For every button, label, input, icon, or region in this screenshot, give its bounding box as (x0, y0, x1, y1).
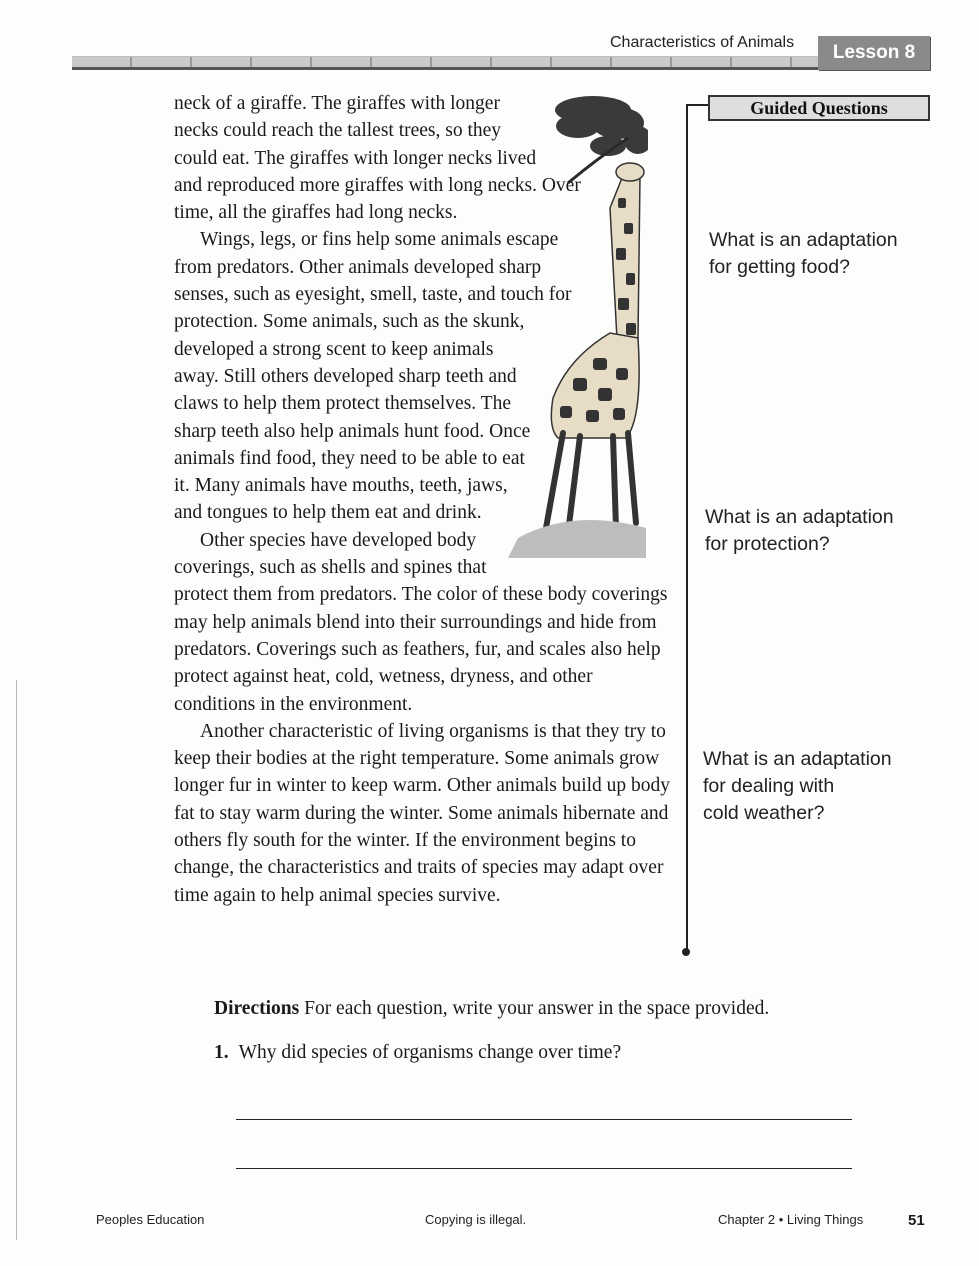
header-rule (72, 56, 930, 70)
giraffe-text-wrap (534, 90, 682, 558)
guided-questions-tick (686, 104, 708, 106)
guided-question-protection (705, 504, 894, 558)
question-number: 1. (214, 1042, 229, 1063)
footer-notice: Copying is illegal. (425, 1212, 527, 1227)
directions-text: For each question, write your answer in the space provided. (304, 998, 770, 1019)
guided-question-food-line-1: What is an adaptation (709, 229, 898, 251)
paragraph-2: Wings, legs, or fins help some animals escape from predators. Other animals developed sharp senses, such as eyesight, smell, taste, and touch for protection. Some animals, such as the skunk, developed a strong scent to keep animals away. Still others developed sharp teeth and claws to help them protect themselves. The sharp teeth also help animals hunt food. Once animals find food, they need to be able to eat it. Many animals have mouths, teeth, jaws, and tongues to help them eat and drink. (174, 229, 572, 524)
guided-question-cold (703, 746, 892, 827)
directions (214, 998, 769, 1020)
answer-line-2[interactable] (236, 1168, 852, 1169)
body-text (174, 90, 674, 909)
guided-question-cold-line-3: cold weather? (703, 802, 825, 824)
page-edge-shadow (16, 680, 17, 1240)
guided-question-protection-line-2: for protection? (705, 533, 830, 555)
paragraph-4: Another characteristic of living organisms is that they try to keep their bodies at the right temperature. Some animals grow longer fur in winter to keep warm. Other animals build up body fat to stay warm during the winter. Some animals hibernate and others fly south for the winter. If the environment begins to change, the characteristics and traits of species may adapt over time again to help animal species survive. (174, 720, 671, 906)
running-head-title: Characteristics of Animals (610, 34, 795, 51)
guided-question-cold-line-2: for dealing with (703, 775, 835, 797)
guided-question-food (709, 227, 898, 281)
guided-questions-end-dot (682, 948, 690, 956)
paragraph-3: Other species have developed body coverings, such as shells and spines that protect them from predators. The color of these body coverings may help animals blend into their surroundings and hide from predators. Coverings such as feathers, fur, and scales also help protect against heat, cold, wetness, dryness, and other conditions in the environment. (174, 529, 668, 715)
guided-question-cold-line-1: What is an adaptation (703, 748, 892, 770)
directions-label: Directions (214, 998, 300, 1019)
guided-question-food-line-2: for getting food? (709, 256, 850, 278)
answer-line-1[interactable] (236, 1119, 852, 1120)
paragraph-1: neck of a giraffe. The giraffes with longer necks could reach the tallest trees, so they could eat. The giraffes with longer necks lived and reproduced more giraffes with long necks. Over time, all the giraffes had long necks. (174, 93, 581, 224)
footer-chapter: Chapter 2 • Living Things (718, 1212, 864, 1227)
question-text: Why did species of organisms change over time? (238, 1042, 622, 1063)
guided-questions-rule (686, 104, 688, 952)
guided-questions-header: Guided Questions (708, 95, 930, 121)
lesson-tab: Lesson 8 (818, 36, 930, 70)
footer-publisher: Peoples Education (96, 1212, 205, 1227)
question-1 (214, 1042, 621, 1064)
guided-question-protection-line-1: What is an adaptation (705, 506, 894, 528)
page-number: 51 (908, 1212, 925, 1229)
